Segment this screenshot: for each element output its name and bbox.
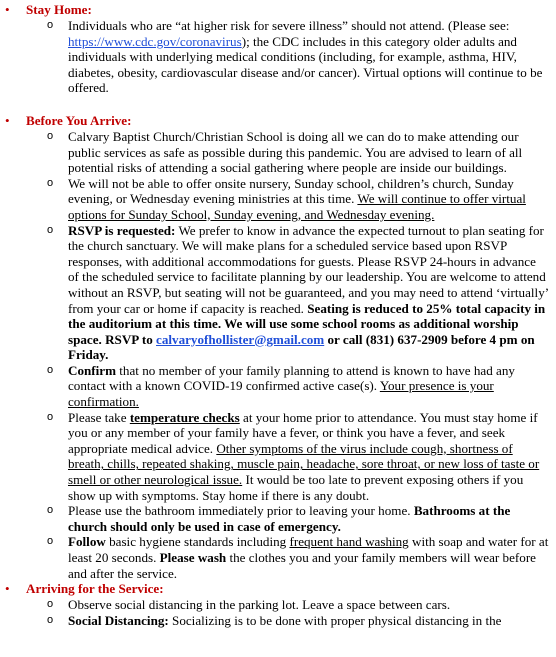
item-underlined-text: frequent hand washing bbox=[289, 534, 409, 550]
item-bold-text: RSVP is requested: bbox=[68, 222, 176, 238]
list-item bbox=[0, 410, 556, 504]
sub-bullet-icon: o bbox=[47, 410, 54, 423]
item-bold-text: Confirm bbox=[68, 362, 117, 378]
item-text: We prefer to know in advance the expected turnout to plan seating for the church sanctuary. We will make plans for a scheduled service based upon RSVP responses, with additional accommodations for guests. Please RSVP 24-hours in advance of the scheduled service to facilitate planning by our leadership. You are welcome to attend without an RSVP, but seating will not be guaranteed, and you may need to attend ‘virtually’ from your car or home if capacity is reached. bbox=[68, 222, 549, 316]
item-text: Please take bbox=[68, 409, 130, 425]
item-text: with soap and water for at least 20 seconds. bbox=[68, 534, 549, 565]
bullet-icon: • bbox=[5, 112, 10, 128]
item-text: the clothes you and your family members will wear before and after the service. bbox=[68, 550, 536, 581]
list-item bbox=[0, 223, 556, 363]
item-text: that no member of your family planning to attend is known to have had any contact with a known COVID-19 confirmed active case(s). bbox=[68, 362, 515, 394]
sub-bullet-icon: o bbox=[47, 223, 54, 236]
item-bold-text: Follow bbox=[68, 534, 106, 550]
item-text: Individuals who are “at higher risk for severe illness” should not attend. (Please see: bbox=[68, 18, 510, 33]
email-link[interactable]: calvaryofhollister@gmail.com bbox=[156, 331, 325, 347]
section-title: Arriving for the Service: bbox=[26, 581, 164, 597]
bullet-icon: • bbox=[5, 2, 10, 17]
item-bold-underlined-text: temperature checks bbox=[129, 409, 240, 425]
item-bold-text: Seating is reduced to 25% total capacity in the auditorium at this time. We will use some school rooms as additional worship space. RSVP to bbox=[68, 300, 546, 347]
section-title: Before You Arrive: bbox=[26, 112, 132, 128]
section-title: Stay Home: bbox=[26, 2, 92, 17]
section-heading bbox=[0, 2, 556, 18]
item-underlined-text: Other symptoms of the virus include cough, shortness of breath, chills, repeated shaking, muscle pain, headache, sore throat, or new loss of taste or smell or other neurological issue. bbox=[68, 440, 540, 488]
list-item bbox=[0, 597, 556, 613]
list-item bbox=[0, 503, 556, 534]
section-heading bbox=[0, 113, 556, 129]
item-text: Observe social distancing in the parking lot. Leave a space between cars. bbox=[68, 597, 451, 613]
sub-bullet-icon: o bbox=[47, 176, 54, 189]
sub-bullet-icon: o bbox=[47, 535, 54, 548]
sub-bullet-icon: o bbox=[47, 19, 54, 31]
item-text: It would be too late to prevent exposing others if you show up with symptoms. Stay home if there is any doubt. bbox=[68, 472, 524, 503]
item-underlined-text: We will continue to offer virtual options for Sunday School, Sunday evening, and Wednesday evening. bbox=[68, 191, 526, 222]
item-bold-text: Bathrooms at the church should only be used in case of emergency. bbox=[68, 503, 511, 534]
list-item bbox=[0, 534, 556, 581]
item-bold-text: or call (831) 637-2909 before 4 pm on Friday. bbox=[68, 331, 535, 363]
section-arriving bbox=[0, 581, 556, 628]
item-text: Please use the bathroom immediately prior to leaving your home. bbox=[68, 503, 414, 519]
list-item bbox=[0, 18, 556, 96]
sub-bullet-icon: o bbox=[47, 613, 54, 626]
list-item bbox=[0, 363, 556, 410]
bullet-icon: • bbox=[5, 581, 10, 597]
item-underlined-text: Your presence is your confirmation. bbox=[68, 378, 494, 410]
item-text: Socializing is to be done with proper physical distancing in the bbox=[168, 612, 502, 628]
item-text: ); the CDC includes in this category older adults and individuals with underlying medical conditions (including, for example, asthma, HIV, diabetes, obesity, cardiovascular disease and/or cancer). Virtual options will continue to be offered. bbox=[68, 33, 543, 96]
section-before-you-arrive bbox=[0, 113, 556, 581]
sub-bullet-icon: o bbox=[47, 598, 54, 611]
section-heading bbox=[0, 581, 556, 597]
item-text: at your home prior to attendance. You must stay home if you or any member of your family have a fever, or think you have a fever, and seek appropriate medical advice. bbox=[68, 409, 538, 456]
sub-bullet-icon: o bbox=[47, 129, 54, 142]
list-item bbox=[0, 176, 556, 223]
section-stay-home bbox=[0, 2, 556, 96]
list-item bbox=[0, 129, 556, 176]
sub-bullet-icon: o bbox=[47, 363, 54, 376]
sub-bullet-icon: o bbox=[47, 504, 54, 517]
item-text: We will not be able to offer onsite nursery, Sunday school, children’s church, Sunday evening, or Wednesday evening ministries at this time. bbox=[68, 175, 514, 207]
list-item bbox=[0, 613, 556, 629]
item-bold-text: Social Distancing: bbox=[68, 612, 169, 628]
item-text: basic hygiene standards including bbox=[105, 534, 290, 550]
item-bold-text: Please wash bbox=[159, 550, 227, 565]
item-text: Calvary Baptist Church/Christian School is doing all we can do to make attending our public services as safe as possible during this pandemic. You are advised to learn of all potential risks of attending a social gathering where people are inside our buildings. bbox=[68, 128, 523, 176]
cdc-link[interactable]: https://www.cdc.gov/coronavirus bbox=[68, 33, 242, 49]
